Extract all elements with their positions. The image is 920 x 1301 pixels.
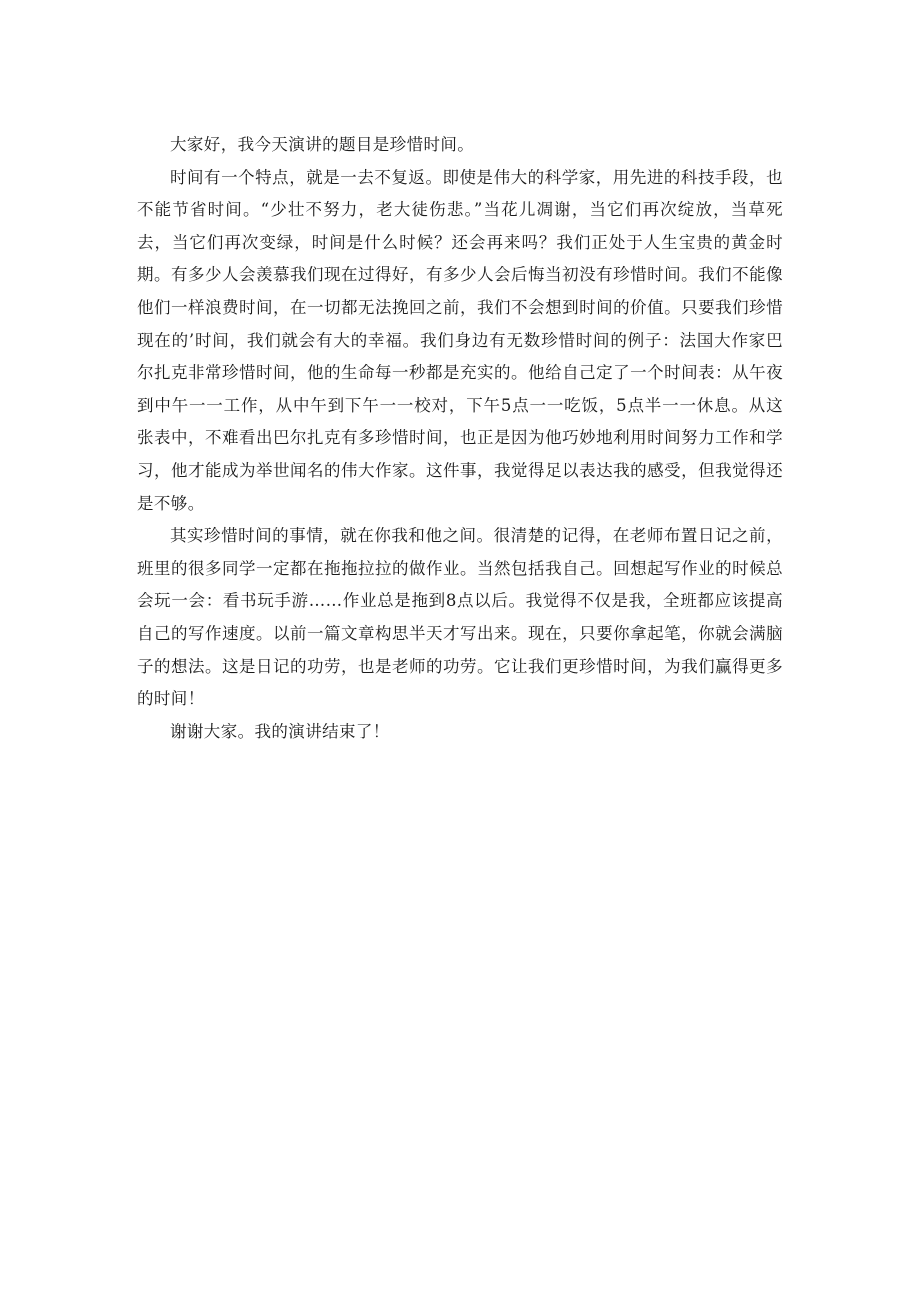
paragraph-time-characteristic: 时间有一个特点，就是一去不复返。即使是伟大的科学家，用先进的科技手段，也不能节省时间。“少壮不努力，老大徒伤悲。”当花儿凋谢，当它们再次绽放，当草死去，当它们再次变绿，时间是什么时候？还会再来吗？我们正处于人生宝贵的黄金时期。有多少人会羡慕我们现在过得好，有多少人会后悔当初没有珍惜时间。我们不能像他们一样浪费时间，在一切都无法挽回之前，我们不会想到时间的价值。只要我们珍惜现在的’时间，我们就会有大的幸福。我们身边有无数珍惜时间的例子：法国大作家巴尔扎克非常珍惜时间，他的生命每一秒都是充实的。他给自己定了一个时间表：从午夜到中午一一工作，从中午到下午一一校对，下午5点一一吃饭，5点半一一休息。从这张表中，不难看出巴尔扎克有多珍惜时间，也正是因为他巧妙地利用时间努力工作和学习，他才能成为举世闻名的伟大作家。这件事，我觉得足以表达我的感受，但我觉得还是不够。 <box>137 167 783 513</box>
paragraph-personal-example: 其实珍惜时间的事情，就在你我和他之间。很清楚的记得，在老师布置日记之前，班里的很多同学一定都在拖拖拉拉的做作业。当然包括我自己。回想起写作业的时候总会玩一会：看书玩手游……作业总是拖到8点以后。我觉得不仅是我，全班都应该提高自己的写作速度。以前一篇文章构思半天才写出来。现在，只要你拿起笔，你就会满脑子的想法。这是日记的功劳，也是老师的功劳。它让我们更珍惜时间，为我们赢得更多的时间！ <box>137 526 783 709</box>
paragraph-closing: 谢谢大家。我的演讲结束了！ <box>170 721 390 741</box>
paragraph-greeting: 大家好，我今天演讲的题目是珍惜时间。 <box>170 135 475 154</box>
speech-body <box>137 129 783 748</box>
